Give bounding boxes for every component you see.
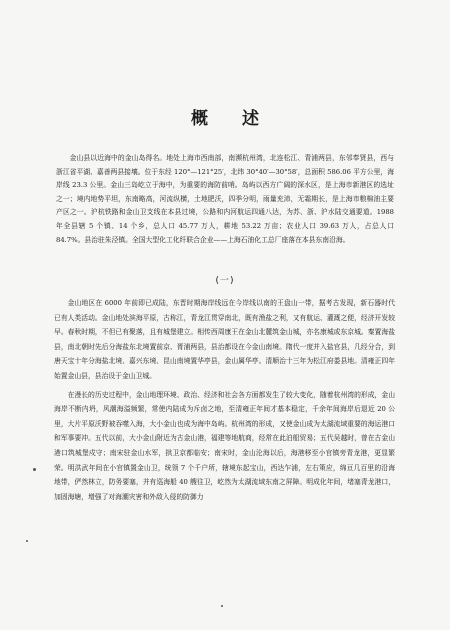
section-number: (一) bbox=[215, 276, 235, 286]
scan-speck bbox=[221, 605, 223, 607]
intro-paragraph: 金山县以近海中的金山岛得名。地处上海市西南部，南濒杭州湾，北连松江、青浦两县，东邻奉贤县，西与浙江省平湖、嘉善两县接壤。位于东经 120°—121°25′，北纬 30°40′—30°58′，总面积 586.06 平方公里，海岸线 23.3 公里。金山三岛屹立于海中，为重要的海防前哨。岛屿以西方广阔的深水区，是上海市新港区的选址之一；境内地势平坦，东南略高，河流纵横，土地肥沃，四季分明，雨量充沛，无霜期长，是上海市粮棉油主要产区之一。沪杭铁路和金山卫支线在本县过境，公路和内河航运四通八达，为苏、浙、沪水陆交通要道。1988 年全县辖 5 个镇、14 个乡，总人口 45.77 万人，耕地 53.22 万亩；农业人口 39.63 万人，占总人口 84.7%。县治驻朱泾镇。全国大型化工化纤联合企业——上海石油化工总厂座落在本县东南沿海。 bbox=[56, 154, 394, 244]
chapter-title: 概 述 bbox=[191, 109, 273, 129]
body-paragraph: 金山地区在 6000 年前即已成陆，东晋时期海岸线远在今岸线以南的王盘山一带，据考古发现，新石器时代已有人类活动。金山地处滨海平原，古称江，青龙江贯穿南北，既有渔盐之利，又有航运、灌溉之便，经济开发较早。春秋时期，不但已有聚落，且有城堡建立。相传西周康王在金山北麓筑金山城，亦名康城或东京城。秦置海盐县，南北朝时先后分海盐东北境置前京、胥浦两县，县治都设在今金山南境。隋代一度并入盐官县，几经分合，到唐天宝十年分海盐北境、嘉兴东境、昆山南境置华亭县，金山属华亭。清顺治十三年为松江府娄县地。清雍正四年始置金山县，县治设于金山卫城。 bbox=[54, 299, 395, 380]
scan-speck bbox=[26, 540, 28, 542]
scan-speck bbox=[33, 468, 36, 471]
body-text bbox=[54, 296, 395, 508]
body-paragraph: 在漫长的历史过程中，金山地理环境、政治、经济和社会各方面都发生了较大变化，随着杭州湾的形成，金山海岸不断内坍，风潮海溢频繁，常使内陆成为斥卤之地，至清雍正年间才基本稳定，千余年间海岸后退近 20 公里，大片平原沃野被吞噬入海，大小金山也成为海中岛屿。杭州湾的形成，又使金山成为太湖流域重要的海运港口和军事要冲。五代以前，大小金山附近为古金山港，福建等地航商，经常在此泊船贸易；五代吴越时，曾在古金山港口筑城堡戍守；南宋驻金山水军，拱卫京都临安；南宋时，金山沦海以后，海港移至小官镇旁青龙港，更显繁荣。明洪武年间在小官镇置金山卫，统领 7 个千户所，辖境东起宝山，西达乍浦，左右策应，绵亘几百里的沿海地带，俨然林立，防务要塞，并有巡海船 40 艘往卫，屹然为太湖流域东南之屏障。明成化年间，堵塞青龙港口，加固海塘，增强了对海潮灾害和外敌入侵的防御力 bbox=[54, 390, 395, 501]
